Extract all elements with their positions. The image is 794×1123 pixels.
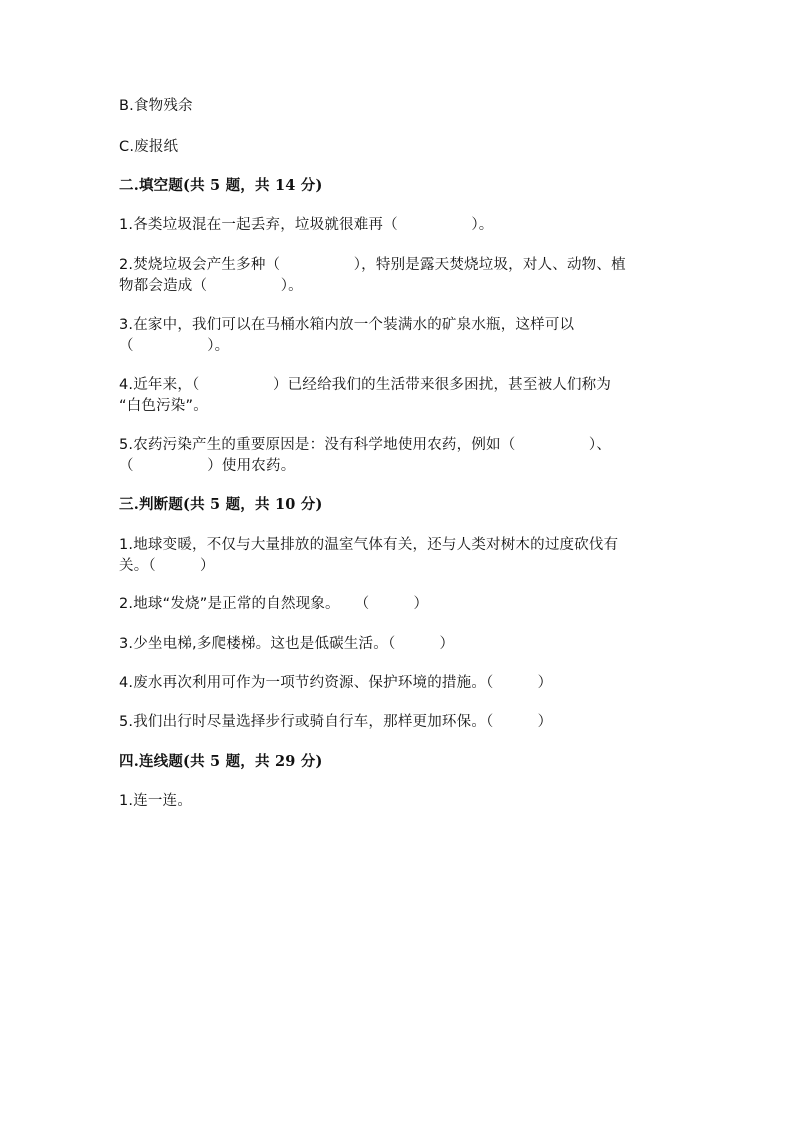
fill-question-3-line-1: 3.在家中，我们可以在马桶水箱内放一个装满水的矿泉水瓶，这样可以: [119, 317, 575, 333]
fill-question-2-line-1: 2.焚烧垃圾会产生多种（ ），特别是露天焚烧垃圾，对人、动物、植: [119, 257, 626, 273]
matching-question-1: 1.连一连。: [119, 793, 193, 809]
fill-question-2-line-2: 物都会造成（ ）。: [119, 278, 303, 294]
fill-question-1: 1.各类垃圾混在一起丢弃，垃圾就很难再（ ）。: [119, 217, 494, 233]
fill-question-3-line-2: （ ）。: [119, 338, 230, 354]
fill-question-5-line-2: （ ）使用农药。: [119, 458, 296, 474]
option-c: C.废报纸: [119, 139, 179, 155]
fill-question-4-line-2: “白色污染”。: [119, 398, 208, 414]
fill-question-5-line-1: 5.农药污染产生的重要原因是：没有科学地使用农药，例如（ ）、: [119, 437, 612, 453]
section-judgment-title: 三.判断题(共 5 题，共 10 分): [119, 496, 323, 513]
option-b: B.食物残余: [119, 98, 193, 114]
section-fill-blank-title: 二.填空题(共 5 题，共 14 分): [119, 177, 323, 194]
judgment-question-4: 4.废水再次利用可作为一项节约资源、保护环境的措施。（ ）: [119, 675, 553, 691]
fill-question-4-line-1: 4.近年来，（ ）已经给我们的生活带来很多困扰，甚至被人们称为: [119, 377, 612, 393]
section-matching-title: 四.连线题(共 5 题，共 29 分): [119, 753, 323, 770]
judgment-question-2: 2.地球“发烧”是正常的自然现象。 （ ）: [119, 596, 429, 612]
judgment-question-5: 5.我们出行时尽量选择步行或骑自行车，那样更加环保。（ ）: [119, 714, 553, 730]
judgment-question-3: 3.少坐电梯,多爬楼梯。这也是低碳生活。（ ）: [119, 636, 455, 652]
judgment-question-1-line-2: 关。（ ）: [119, 558, 215, 574]
judgment-question-1-line-1: 1.地球变暖，不仅与大量排放的温室气体有关，还与人类对树木的过度砍伐有: [119, 537, 619, 553]
